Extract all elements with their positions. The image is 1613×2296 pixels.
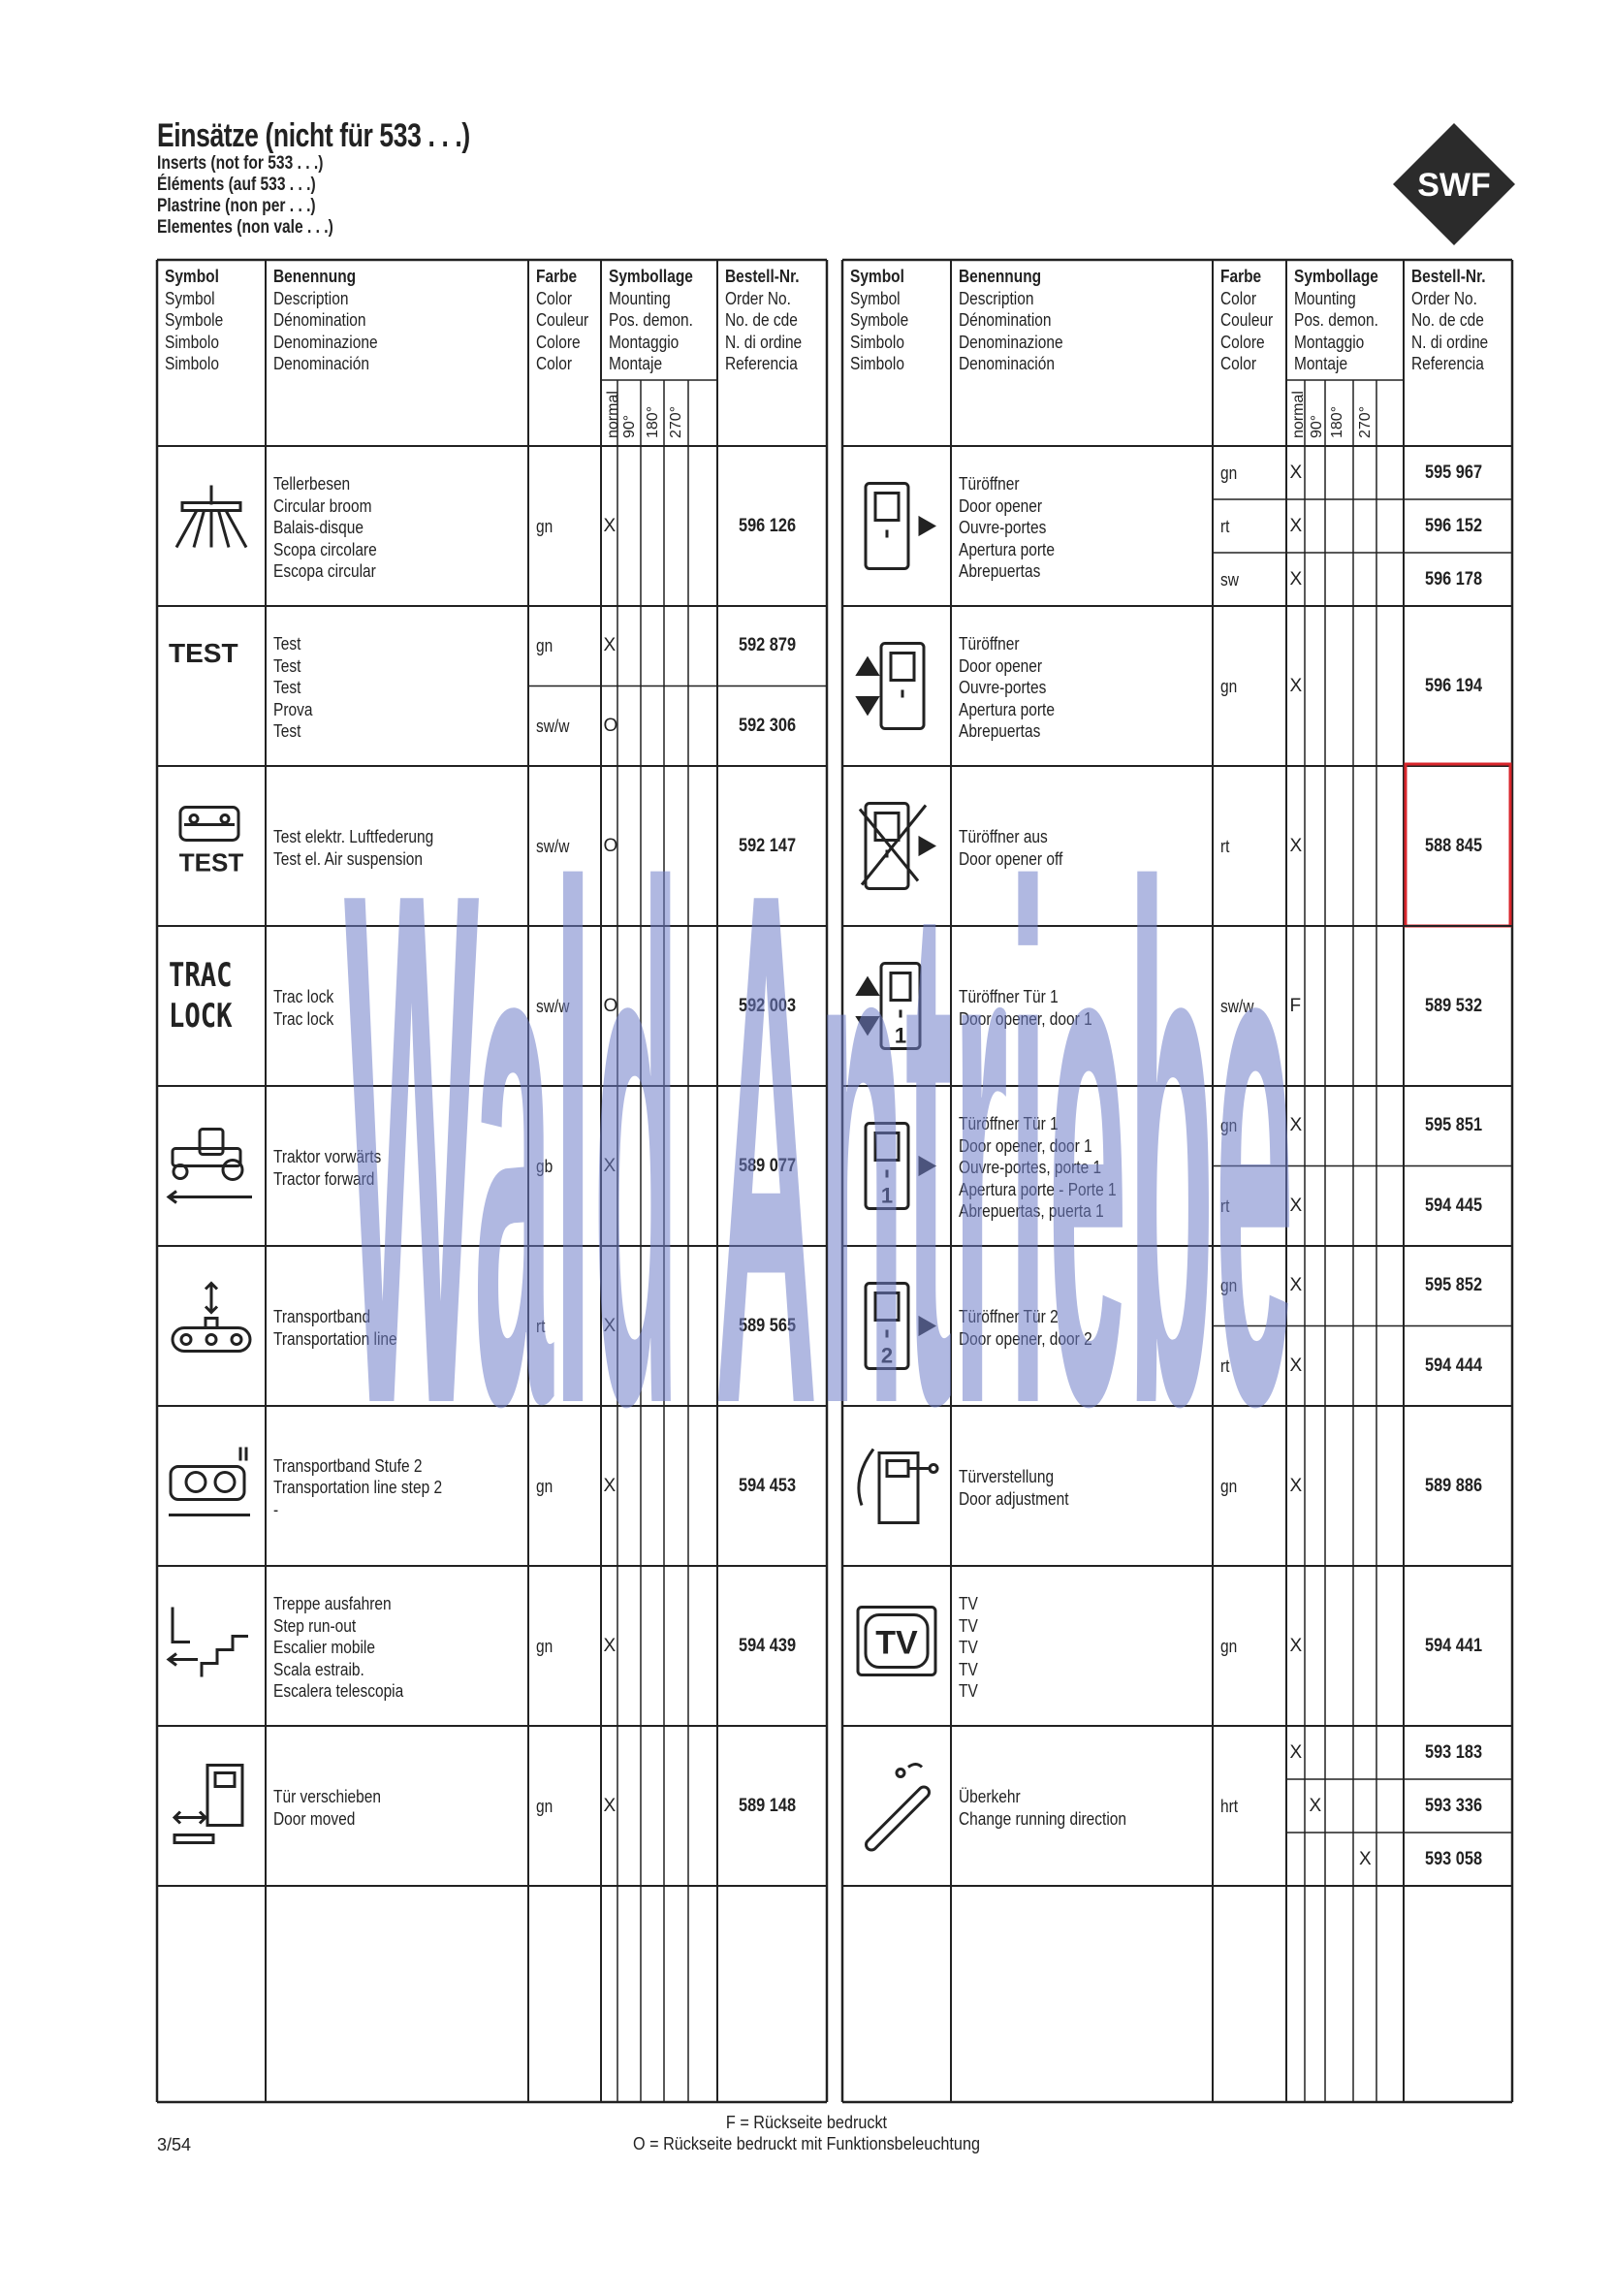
item-name: TV (959, 1681, 978, 1702)
mount-mark: X (1289, 675, 1303, 696)
mount-mark: X (1289, 1195, 1303, 1216)
item-name: Step run-out (273, 1615, 357, 1636)
door1-opener-icon (866, 1124, 933, 1209)
item-name: Ouvre-portes (959, 678, 1047, 698)
col-header-symbol: Symbole (165, 310, 224, 330)
col-header-order: No. de cde (1411, 310, 1484, 330)
col-header-name: Denominación (273, 354, 369, 373)
order-number: 592 879 (739, 635, 797, 656)
test-symbol: TEST (169, 638, 238, 668)
col-header-name: Denominación (959, 354, 1055, 373)
col-header-symbol: Simbolo (850, 332, 904, 352)
item-name: Prova (273, 699, 313, 719)
item-name: Door opener (959, 495, 1043, 516)
mount-mark: X (1289, 1475, 1303, 1496)
logo-text: SWF (1417, 167, 1491, 204)
page-title: Einsätze (nicht für 533 . . .) (157, 117, 470, 154)
order-number: 596 152 (1425, 515, 1483, 536)
item-color: hrt (1220, 1796, 1239, 1816)
col-header-color: Couleur (536, 310, 589, 330)
order-number: 594 453 (739, 1475, 797, 1496)
order-number: 594 444 (1425, 1355, 1483, 1376)
mount-mark: X (603, 635, 617, 656)
col-header-mounting: Pos. demon. (609, 310, 693, 330)
col-header-symbol: Symbol (850, 267, 904, 286)
col-header-color: Farbe (1220, 267, 1262, 286)
mount-pos-label: normal (1290, 391, 1307, 438)
tv-icon (858, 1608, 935, 1675)
mount-mark: O (603, 715, 618, 736)
svg-text:TEST: TEST (178, 847, 244, 877)
item-name: Scala estraib. (273, 1659, 364, 1679)
col-header-color: Farbe (536, 267, 578, 286)
order-number: 593 058 (1425, 1848, 1483, 1869)
item-name: Door opener, door 1 (959, 1135, 1092, 1156)
item-color: rt (1220, 1196, 1230, 1216)
mount-mark: X (1289, 568, 1303, 590)
item-name: Ouvre-portes (959, 518, 1047, 538)
col-header-mounting: Montaggio (609, 332, 680, 352)
item-name: - (273, 1499, 279, 1519)
col-header-order: Bestell-Nr. (725, 267, 800, 286)
trac-lock-symbol: LOCK (169, 997, 233, 1036)
item-color: gb (536, 1156, 553, 1176)
col-header-color: Couleur (1220, 310, 1274, 330)
title-it: Plastrine (non per . . .) (157, 196, 316, 216)
col-header-mounting: Montaje (1294, 354, 1348, 373)
order-number: 596 126 (739, 515, 797, 536)
item-color: gn (536, 636, 553, 656)
broom-icon (176, 486, 246, 548)
item-name: Test el. Air suspension (273, 848, 424, 869)
order-number: 594 445 (1425, 1195, 1483, 1216)
item-name: Escopa circular (273, 561, 376, 582)
item-color: rt (1220, 1355, 1230, 1376)
mount-mark: X (1309, 1795, 1322, 1816)
item-name: Test (273, 678, 301, 698)
mount-mark: X (603, 1155, 617, 1176)
trac-lock-symbol: TRAC (169, 956, 233, 995)
svg-text:1: 1 (880, 1183, 894, 1208)
door-opener-updown-icon (858, 644, 924, 729)
item-name: Door moved (273, 1808, 356, 1829)
mount-mark: X (603, 515, 617, 536)
col-header-symbol: Symbole (850, 310, 909, 330)
item-name: Door opener, door 2 (959, 1328, 1092, 1349)
item-name: Transportband (273, 1307, 371, 1326)
item-name: Türöffner Tür 2 (959, 1307, 1059, 1326)
item-color: gn (1220, 1276, 1238, 1296)
air-suspension-test-icon (179, 808, 244, 877)
item-color: sw/w (1220, 996, 1254, 1016)
item-name: Türöffner Tür 1 (959, 1114, 1059, 1134)
col-header-order: N. di ordine (1411, 332, 1489, 352)
col-header-name: Benennung (959, 267, 1042, 286)
mount-mark: X (603, 1795, 617, 1816)
order-number: 596 194 (1425, 675, 1483, 696)
item-name: Tür verschieben (273, 1787, 381, 1806)
col-header-name: Dénomination (273, 310, 366, 330)
item-name: Circular broom (273, 495, 372, 516)
col-header-color: Colore (536, 332, 581, 352)
col-header-color: Color (536, 288, 572, 308)
conveyor-step2-icon (169, 1448, 250, 1515)
order-number: 592 147 (739, 835, 797, 856)
col-header-name: Denominazione (959, 332, 1063, 352)
col-header-color: Color (1220, 288, 1256, 308)
item-name: Abrepuertas (959, 561, 1041, 582)
mount-mark: X (1289, 835, 1303, 856)
mount-pos-label: 90° (621, 414, 638, 438)
order-number: 593 183 (1425, 1741, 1483, 1763)
item-name: Türöffner (959, 474, 1020, 494)
item-color: gn (536, 1476, 553, 1496)
door-opener-icon (866, 484, 933, 569)
item-name: Door adjustment (959, 1488, 1069, 1509)
item-name: Trac lock (273, 1008, 334, 1029)
col-header-name: Dénomination (959, 310, 1052, 330)
mount-mark: X (603, 1315, 617, 1336)
mount-mark: X (1289, 1741, 1303, 1763)
col-header-name: Description (959, 288, 1034, 308)
mount-pos-label: 90° (1309, 414, 1325, 438)
watermark-text: Wald Antriebe (344, 740, 1294, 1557)
item-color: sw/w (536, 836, 570, 856)
mount-pos-label: 270° (668, 405, 684, 438)
item-name: Apertura porte (959, 699, 1055, 719)
order-number: 595 851 (1425, 1115, 1483, 1136)
item-name: Abrepuertas (959, 721, 1041, 742)
order-number: 592 306 (739, 715, 797, 736)
item-name: TV (959, 1594, 978, 1614)
mount-mark: O (603, 995, 618, 1016)
item-name: Traktor vorwärts (273, 1147, 382, 1166)
order-number: 589 565 (739, 1315, 797, 1336)
item-name: Transportation line step 2 (273, 1478, 443, 1498)
col-header-symbol: Symbol (165, 288, 215, 308)
col-header-mounting: Symbollage (1294, 267, 1378, 286)
col-header-order: No. de cde (725, 310, 798, 330)
order-number: 588 845 (1425, 835, 1483, 856)
mount-pos-label: 270° (1357, 405, 1374, 438)
item-color: sw (1220, 569, 1239, 590)
item-color: gn (1220, 1116, 1238, 1136)
mount-mark: X (1289, 1115, 1303, 1136)
col-header-symbol: Simbolo (850, 354, 904, 373)
item-name: Door opener (959, 655, 1043, 676)
item-color: rt (1220, 836, 1230, 856)
item-name: Apertura porte (959, 539, 1055, 559)
item-name: Test (273, 655, 301, 676)
col-header-mounting: Mounting (1294, 288, 1356, 308)
col-header-name: Benennung (273, 267, 357, 286)
door-opener-off-icon (860, 804, 933, 889)
door-adjust-icon (859, 1450, 937, 1523)
order-number: 594 439 (739, 1635, 797, 1656)
item-name: Escalier mobile (273, 1638, 375, 1658)
stairs-icon (169, 1608, 248, 1677)
mount-mark: F (1289, 995, 1302, 1016)
col-header-color: Color (536, 354, 572, 373)
col-header-name: Denominazione (273, 332, 378, 352)
order-number: 589 077 (739, 1155, 797, 1176)
item-color: rt (1220, 516, 1230, 536)
item-color: sw/w (536, 996, 570, 1016)
item-name: Treppe ausfahren (273, 1594, 392, 1614)
title-fr: Éléments (auf 533 . . .) (157, 175, 316, 195)
mount-mark: X (1289, 515, 1303, 536)
order-number: 589 886 (1425, 1475, 1483, 1496)
col-header-symbol: Symbol (165, 267, 219, 286)
mount-mark: X (603, 1635, 617, 1656)
conveyor-icon (173, 1284, 250, 1352)
footnote-o: O = Rückseite bedruckt mit Funktionsbeleuchtung (633, 2134, 980, 2153)
svg-text:2: 2 (880, 1343, 894, 1368)
item-name: Abrepuertas, puerta 1 (959, 1201, 1104, 1222)
mount-pos-label: 180° (1329, 405, 1345, 438)
mount-pos-label: normal (605, 391, 621, 438)
item-name: Door opener off (959, 848, 1063, 869)
item-name: Balais-disque (273, 518, 364, 538)
col-header-order: Bestell-Nr. (1411, 267, 1486, 286)
order-number: 595 852 (1425, 1275, 1483, 1296)
col-header-mounting: Montaje (609, 354, 663, 373)
item-color: gn (536, 1636, 553, 1656)
item-color: rt (536, 1316, 546, 1336)
order-number: 592 003 (739, 995, 797, 1016)
item-color: sw/w (536, 716, 570, 736)
col-header-color: Color (1220, 354, 1256, 373)
item-name: Door opener, door 1 (959, 1008, 1092, 1029)
col-header-mounting: Montaggio (1294, 332, 1365, 352)
title-en: Inserts (not for 533 . . .) (157, 153, 324, 174)
col-header-order: Order No. (1411, 288, 1477, 308)
item-name: TV (959, 1659, 978, 1679)
order-number: 595 967 (1425, 462, 1483, 483)
col-header-symbol: Simbolo (165, 354, 219, 373)
item-color: gn (1220, 462, 1238, 483)
mount-mark: X (1289, 1355, 1303, 1376)
item-name: Ouvre-portes, porte 1 (959, 1158, 1102, 1178)
item-name: Escalera telescopia (273, 1681, 404, 1702)
title-es: Elementes (non vale . . .) (157, 217, 333, 238)
mount-mark: X (1289, 1635, 1303, 1656)
door1-updown-icon (858, 964, 920, 1049)
item-name: Tractor forward (273, 1168, 375, 1189)
item-name: Tellerbesen (273, 474, 351, 494)
item-name: Türöffner Tür 1 (959, 987, 1059, 1006)
item-name: Test (273, 721, 301, 742)
item-name: Transportation line (273, 1328, 397, 1349)
mount-mark: X (603, 1475, 617, 1496)
svg-text:1: 1 (894, 1023, 907, 1048)
col-header-mounting: Pos. demon. (1294, 310, 1378, 330)
item-color: gn (536, 1796, 553, 1816)
item-name: Change running direction (959, 1808, 1126, 1829)
col-header-order: Order No. (725, 288, 791, 308)
item-color: gn (536, 516, 553, 536)
mount-mark: X (1289, 1275, 1303, 1296)
item-color: gn (1220, 676, 1238, 696)
item-name: Apertura porte - Porte 1 (959, 1179, 1117, 1199)
item-color: gn (1220, 1476, 1238, 1496)
col-header-order: N. di ordine (725, 332, 803, 352)
order-number: 589 532 (1425, 995, 1483, 1016)
mount-mark: X (1359, 1848, 1372, 1869)
mount-mark: O (603, 835, 618, 856)
col-header-order: Referencia (1411, 354, 1484, 373)
door-moved-icon (174, 1766, 242, 1843)
door2-opener-icon (866, 1284, 933, 1369)
svg-text:TV: TV (875, 1624, 918, 1662)
item-name: Scopa circolare (273, 539, 377, 559)
item-name: Überkehr (959, 1787, 1021, 1806)
order-number: 596 178 (1425, 568, 1483, 590)
item-name: Türöffner (959, 634, 1020, 654)
tractor-icon (169, 1130, 252, 1203)
col-header-symbol: Simbolo (165, 332, 219, 352)
item-name: TV (959, 1638, 978, 1658)
mount-pos-label: 180° (645, 405, 661, 438)
change-direction-icon (871, 1765, 924, 1845)
item-color: gn (1220, 1636, 1238, 1656)
item-name: Trac lock (273, 987, 334, 1006)
footnote-f: F = Rückseite bedruckt (725, 2113, 888, 2132)
col-header-mounting: Symbollage (609, 267, 693, 286)
item-name: Transportband Stufe 2 (273, 1455, 423, 1476)
col-header-order: Referencia (725, 354, 798, 373)
order-number: 594 441 (1425, 1635, 1483, 1656)
footnotes (0, 2112, 1613, 2154)
item-name: Türöffner aus (959, 827, 1048, 846)
page-number: 3/54 (157, 2135, 192, 2154)
item-name: Test (273, 634, 301, 654)
mount-mark: X (1289, 462, 1303, 483)
col-header-mounting: Mounting (609, 288, 671, 308)
item-name: Türverstellung (959, 1467, 1055, 1486)
order-number: 593 336 (1425, 1795, 1483, 1816)
col-header-color: Colore (1220, 332, 1265, 352)
col-header-symbol: Symbol (850, 288, 901, 308)
item-name: TV (959, 1615, 978, 1636)
order-number: 589 148 (739, 1795, 797, 1816)
item-name: Test elektr. Luftfederung (273, 827, 434, 846)
col-header-name: Description (273, 288, 349, 308)
